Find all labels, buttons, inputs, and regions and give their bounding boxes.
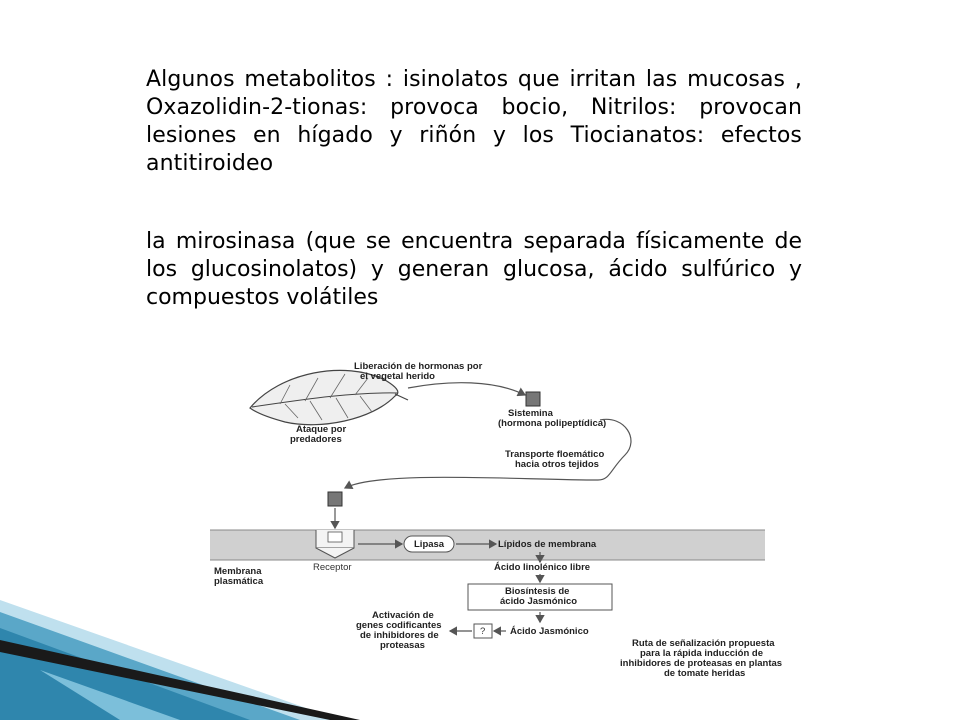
systemin-square-bottom (328, 492, 342, 506)
membrane-label-1: Membrana (214, 566, 262, 577)
biosynthesis-label-1: Biosíntesis de (505, 586, 570, 597)
transport-label-2: hacia otros tejidos (515, 459, 599, 470)
caption-line-4: de tomate heridas (664, 668, 746, 679)
systemin-label-1: Sistemina (508, 408, 553, 419)
membrane-label-2: plasmática (214, 576, 264, 587)
attack-label-2: predadores (290, 434, 342, 445)
caption-line-3: inhibidores de proteasas en plantas (620, 658, 783, 669)
activation-label-1: Activación de (372, 610, 434, 621)
jasmonic-label: Ácido Jasmónico (510, 626, 589, 637)
systemin-label-2: (hormona polipeptídica) (498, 418, 607, 429)
paragraph-myrosinase: la mirosinasa (que se encuentra separada físicamente de los glucosinolatos) y generan glucosa, ácido sulfúrico y compuestos volátiles (146, 229, 802, 310)
membrane-lipids-label: Lípidos de membrana (498, 539, 597, 550)
lipase-label: Lipasa (414, 539, 445, 550)
release-label-1: Liberación de hormonas por (354, 361, 483, 372)
membrane-band (210, 530, 765, 560)
linolenic-label: Ácido linolénico libre (494, 562, 591, 573)
unknown-step-label: ? (480, 626, 486, 637)
paragraph-metabolites: Algunos metabolitos : isinolatos que irritan las mucosas , Oxazolidin-2-tionas: provoca bocio, Nitrilos: provocan lesiones en hígado y riñón y los Tiocianatos: efectos antitiroideo (146, 67, 802, 176)
caption-line-1: Ruta de señalización propuesta (632, 638, 775, 649)
activation-label-4: proteasas (380, 640, 425, 651)
activation-label-3: de inhibidores de (360, 630, 439, 641)
systemin-square-top (526, 392, 540, 406)
caption-line-2: para la rápida inducción de (640, 648, 764, 659)
transport-label-1: Transporte floemático (505, 449, 605, 460)
release-label-2: el vegetal herido (360, 371, 435, 382)
corner-ribbon-decoration (0, 600, 360, 720)
activation-label-2: genes codificantes (356, 620, 442, 631)
biosynthesis-label-2: ácido Jasmónico (500, 596, 578, 607)
receptor-label: Receptor (313, 562, 352, 573)
attack-label-1: Ataque por (296, 424, 347, 435)
